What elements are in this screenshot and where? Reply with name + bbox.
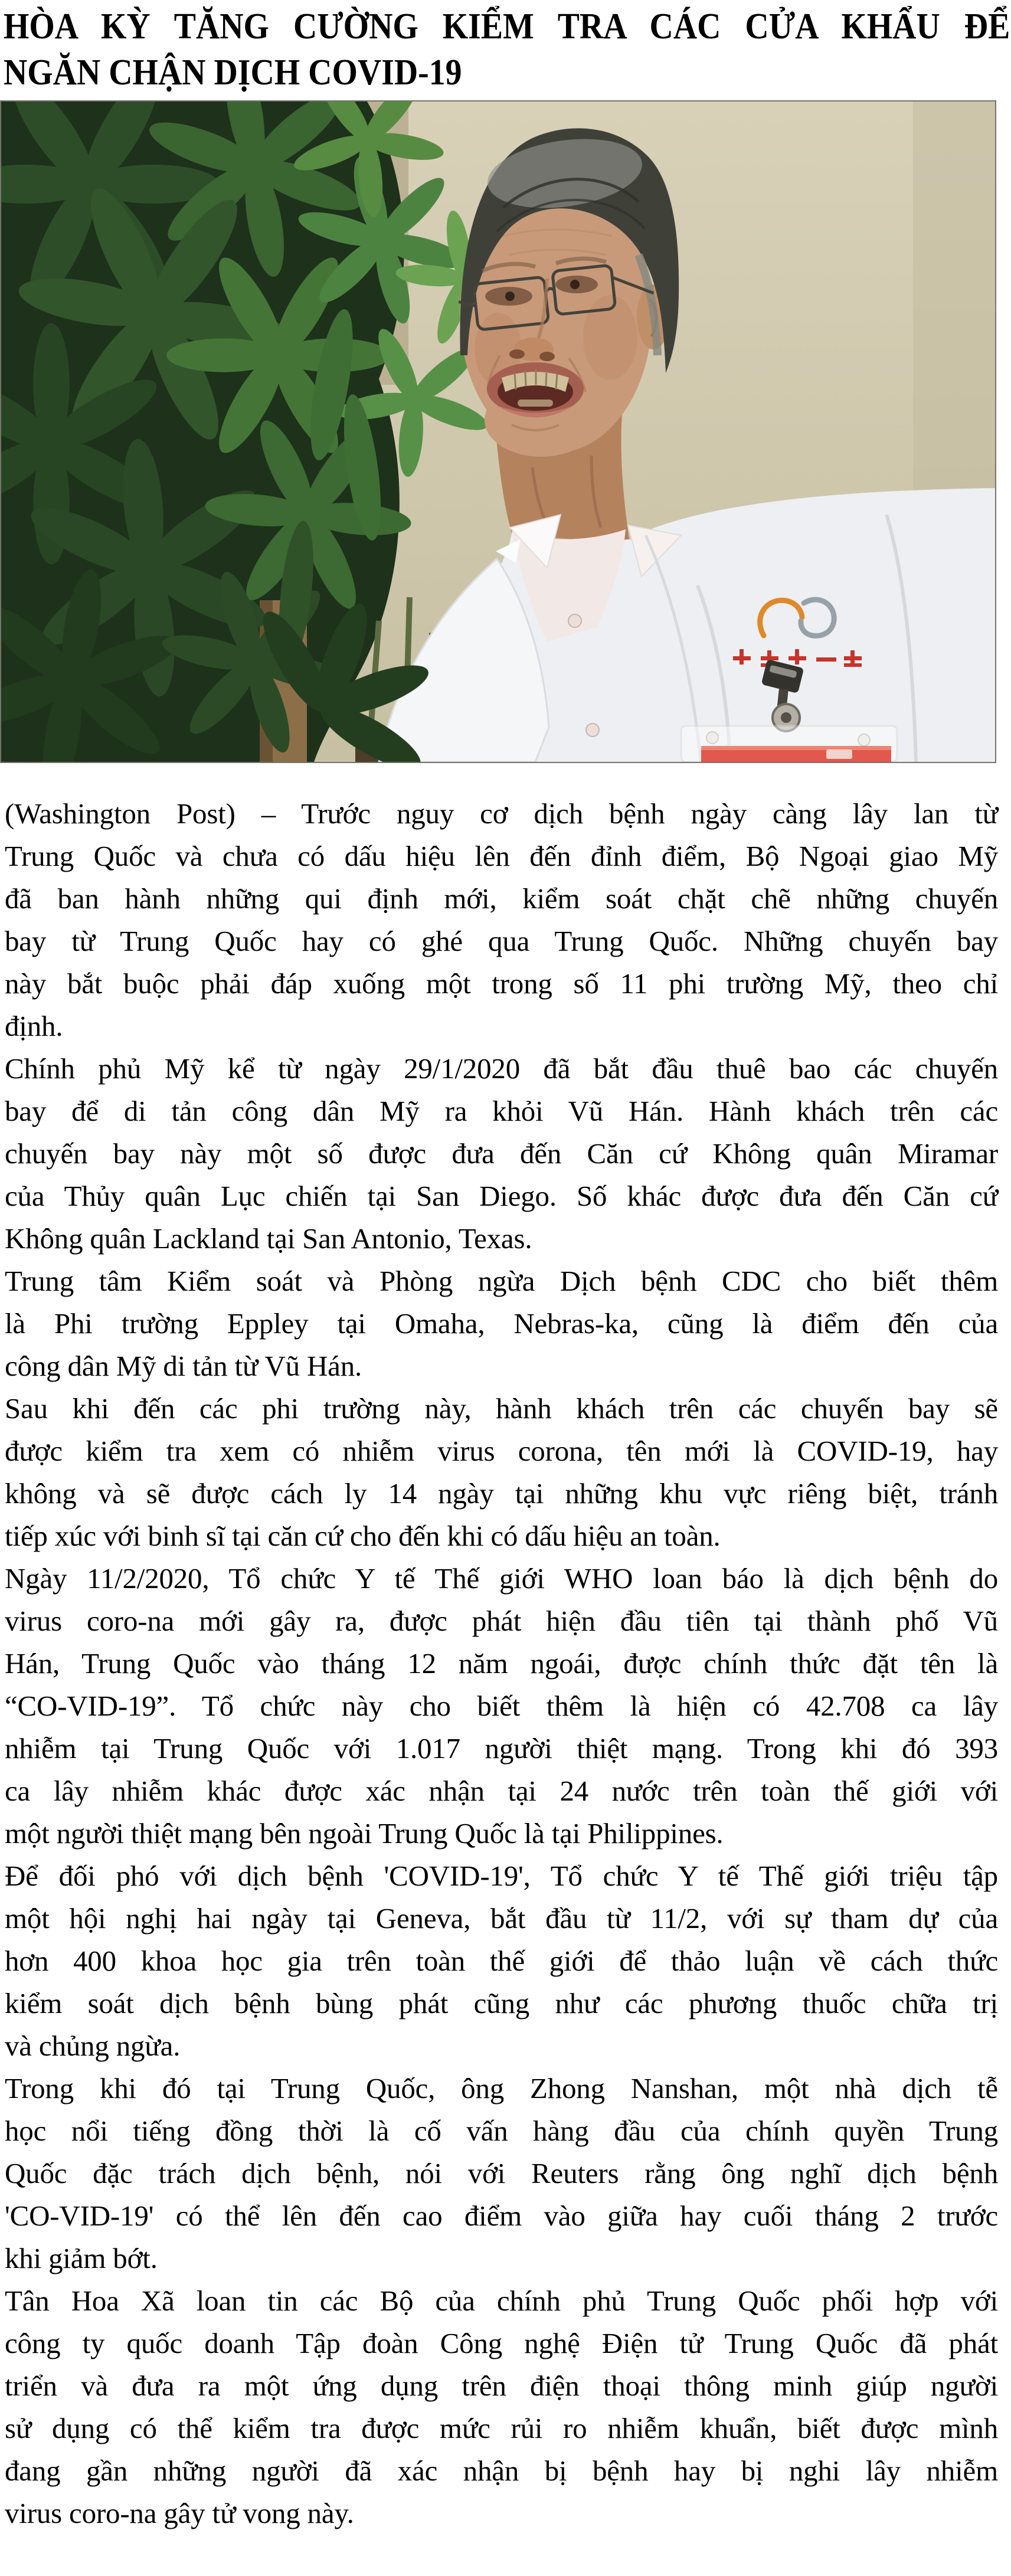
article-line: Hán, Trung Quốc vào tháng 12 năm ngoái, được chính thức đặt tên là	[5, 1647, 998, 1680]
article-line: này bắt buộc phải đáp xuống một trong số 11 phi trường Mỹ, theo chỉ	[5, 967, 998, 1000]
article-line: Tân Hoa Xã loan tin các Bộ của chính phủ Trung Quốc phối hợp với	[5, 2284, 998, 2317]
paragraph	[5, 793, 998, 1048]
article-line: Không quân Lackland tại San Antonio, Texas.	[5, 1222, 532, 1255]
article-body	[0, 793, 1011, 2535]
article-line: Sau khi đến các phi trường này, hành khách trên các chuyến bay sẽ	[5, 1392, 998, 1425]
paragraph	[5, 1855, 998, 2067]
article-page	[0, 4, 1011, 2576]
article-line: 'CO-VID-19' có thể lên đến cao điểm vào giữa hay cuối tháng 2 trước	[5, 2199, 998, 2232]
shirt-button	[586, 724, 599, 737]
article-line: đã ban hành những qui định mới, kiểm soát chặt chẽ những chuyến	[5, 882, 998, 915]
article-line: bay để di tản công dân Mỹ ra khỏi Vũ Hán. Hành khách trên các	[5, 1095, 998, 1127]
article-line: công ty quốc doanh Tập đoàn Công nghệ Điện tử Trung Quốc đã phát	[5, 2327, 998, 2359]
article-line: triển và đưa ra một ứng dụng trên điện thoại thông minh giúp người	[5, 2369, 998, 2402]
article-line: Chính phủ Mỹ kể từ ngày 29/1/2020 đã bắt đầu thuê bao các chuyến	[5, 1052, 998, 1085]
article-line: nhiễm tại Trung Quốc với 1.017 người thiệt mạng. Trong khi đó 393	[5, 1732, 998, 1765]
shirt-button	[568, 614, 581, 627]
article-line: là Phi trường Eppley tại Omaha, Nebras-ka, cũng là điểm đến của	[5, 1307, 998, 1340]
paragraph	[5, 2280, 998, 2535]
article-line: định.	[5, 1010, 63, 1042]
article-line: chuyến bay này một số được đưa đến Căn cứ Không quân Miramar	[5, 1137, 998, 1170]
article-line: một người thiệt mạng bên ngoài Trung Quốc là tại Philippines.	[5, 1817, 724, 1850]
article-line: ca lây nhiễm khác được xác nhận tại 24 nước trên toàn thế giới với	[5, 1775, 998, 1807]
article-line: virus coro-na mới gây ra, được phát hiện đầu tiên tại thành phố Vũ	[5, 1605, 998, 1637]
article-line: của Thủy quân Lục chiến tại San Diego. Số khác được đưa đến Căn cứ	[5, 1180, 998, 1212]
title-line: NGĂN CHẬN DỊCH COVID-19	[4, 53, 462, 93]
title-line: HÒA KỲ TĂNG CƯỜNG KIỂM TRA CÁC CỬA KHẨU ĐỂ	[4, 6, 1010, 47]
article-title	[4, 4, 1011, 96]
paragraph	[5, 1048, 998, 1260]
article-line: tiếp xúc với binh sĩ tại căn cứ cho đến khi có dấu hiệu an toàn.	[5, 1520, 721, 1552]
article-line: Trung tâm Kiểm soát và Phòng ngừa Dịch bệnh CDC cho biết thêm	[5, 1265, 998, 1297]
article-line: virus coro-na gây tử vong này.	[5, 2497, 354, 2529]
photo-illustration	[1, 102, 995, 762]
article-line: Quốc đặc trách dịch bệnh, nói với Reuters rằng ông nghĩ dịch bệnh	[5, 2157, 998, 2189]
paragraph	[5, 2067, 998, 2280]
article-line: và chủng ngừa.	[5, 2030, 181, 2062]
article-line: không và sẽ được cách ly 14 ngày tại những khu vực riêng biệt, tránh	[5, 1477, 998, 1510]
article-line: kiểm soát dịch bệnh bùng phát cũng như các phương thuốc chữa trị	[5, 1987, 998, 2019]
article-line: Ngày 11/2/2020, Tổ chức Y tế Thế giới WHO loan báo là dịch bệnh do	[5, 1562, 998, 1595]
article-photo	[0, 100, 996, 763]
article-line: (Washington Post) – Trước nguy cơ dịch bệnh ngày càng lây lan từ	[5, 797, 998, 830]
paragraph	[5, 1387, 998, 1557]
article-line: sử dụng có thể kiểm tra được mức rủi ro nhiễm khuẩn, biết được mình	[5, 2412, 998, 2444]
article-line: Trung Quốc và chưa có dấu hiệu lên đến đỉnh điểm, Bộ Ngoại giao Mỹ	[5, 840, 998, 872]
paragraph	[5, 1557, 998, 1855]
paragraph	[5, 1260, 998, 1387]
article-line: được kiểm tra xem có nhiễm virus corona, tên mới là COVID-19, hay	[5, 1435, 998, 1467]
article-line: Trong khi đó tại Trung Quốc, ông Zhong Nanshan, một nhà dịch tễ	[5, 2072, 998, 2104]
article-line: công dân Mỹ di tản từ Vũ Hán.	[5, 1350, 362, 1382]
article-line: đang gần những người đã xác nhận bị bệnh hay bị nghi lây nhiễm	[5, 2454, 998, 2487]
article-line: “CO-VID-19”. Tổ chức này cho biết thêm là hiện có 42.708 ca lây	[5, 1690, 998, 1722]
article-line: hơn 400 khoa học gia trên toàn thế giới để thảo luận về cách thức	[5, 1945, 998, 1977]
article-line: một hội nghị hai ngày tại Geneva, bắt đầu từ 11/2, với sự tham dự của	[5, 1902, 998, 1935]
article-line: học nổi tiếng đồng thời là cố vấn hàng đầu của chính quyền Trung	[5, 2115, 998, 2147]
article-line: Để đối phó với dịch bệnh 'COVID-19', Tổ chức Y tế Thế giới triệu tập	[5, 1860, 998, 1892]
article-line: khi giảm bớt.	[5, 2242, 158, 2274]
article-line: bay từ Trung Quốc hay có ghé qua Trung Quốc. Những chuyến bay	[5, 925, 998, 957]
